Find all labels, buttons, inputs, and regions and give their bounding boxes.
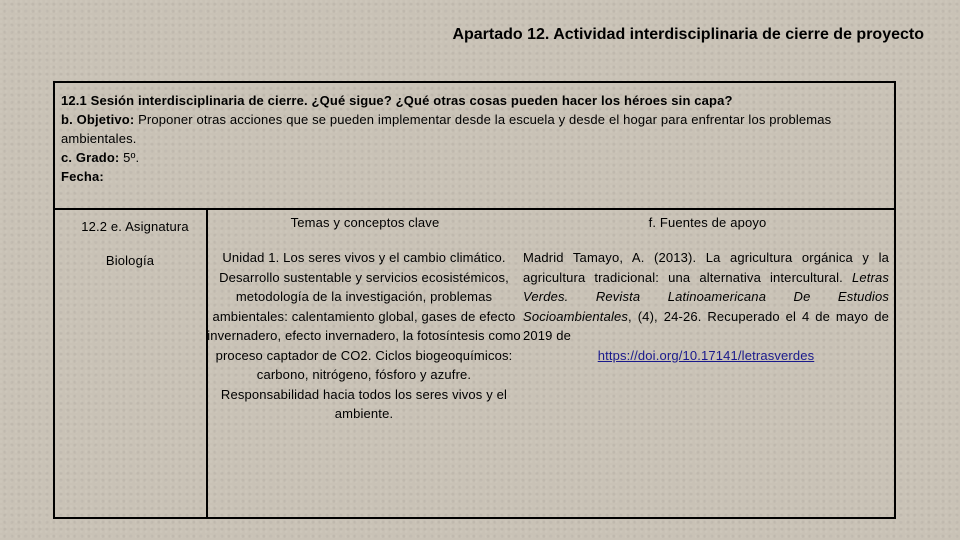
grade-value: 5º.: [119, 150, 140, 165]
sources-value: [523, 248, 893, 365]
session-header-block: [55, 83, 894, 210]
topics-value: Unidad 1. Los seres vivos y el cambio climático. Desarrollo sustentable y servicios ecosistémicos, metodología de la investigación, problemas ambientales: calentamiento global, gases de efecto invernadero, efecto invernadero, la fotosíntesis como proceso captador de CO2. Ciclos biogeoquímicos: carbono, nitrógeno, fósforo y azufre. Responsabilidad hacia todos los seres vivos y el ambiente.: [207, 250, 521, 421]
grade-label: c. Grado:: [61, 150, 120, 165]
session-label: 12.1 Sesión interdisciplinaria de cierre.: [61, 93, 308, 108]
grade-line: [61, 148, 888, 167]
sources-journal: Letras Verdes. Revista Latinoamericana De Estudios Socioambientales: [523, 269, 889, 324]
page-title: Apartado 12. Actividad interdisciplinaria de cierre de proyecto: [452, 26, 924, 43]
subject-value: Biología: [105, 253, 155, 268]
subject-column-header: 12.2 e. Asignatura: [81, 219, 189, 234]
activity-table: [53, 81, 896, 519]
session-text: ¿Qué sigue? ¿Qué otras cosas pueden hacer los héroes sin capa?: [307, 93, 733, 108]
session-line: [61, 91, 888, 110]
date-label: Fecha:: [61, 169, 104, 184]
objective-text: Proponer otras acciones que se pueden implementar desde la escuela y desde el hogar para enfrentar los problemas ambientales.: [61, 112, 832, 146]
sources-column-header: f. Fuentes de apoyo: [648, 215, 767, 230]
topics-column-header: Temas y conceptos clave: [290, 215, 440, 230]
objective-line: [61, 110, 888, 148]
sources-doi-link[interactable]: https://doi.org/10.17141/letrasverdes: [597, 347, 815, 363]
sources-citation: Madrid Tamayo, A. (2013). La agricultura orgánica y la agricultura tradicional: una alternativa intercultural.: [523, 250, 889, 285]
objective-label: b. Objetivo:: [61, 112, 135, 127]
sources-citation-details: , (4), 24-26. Recuperado el 4 de mayo de 2019 de: [523, 308, 889, 343]
